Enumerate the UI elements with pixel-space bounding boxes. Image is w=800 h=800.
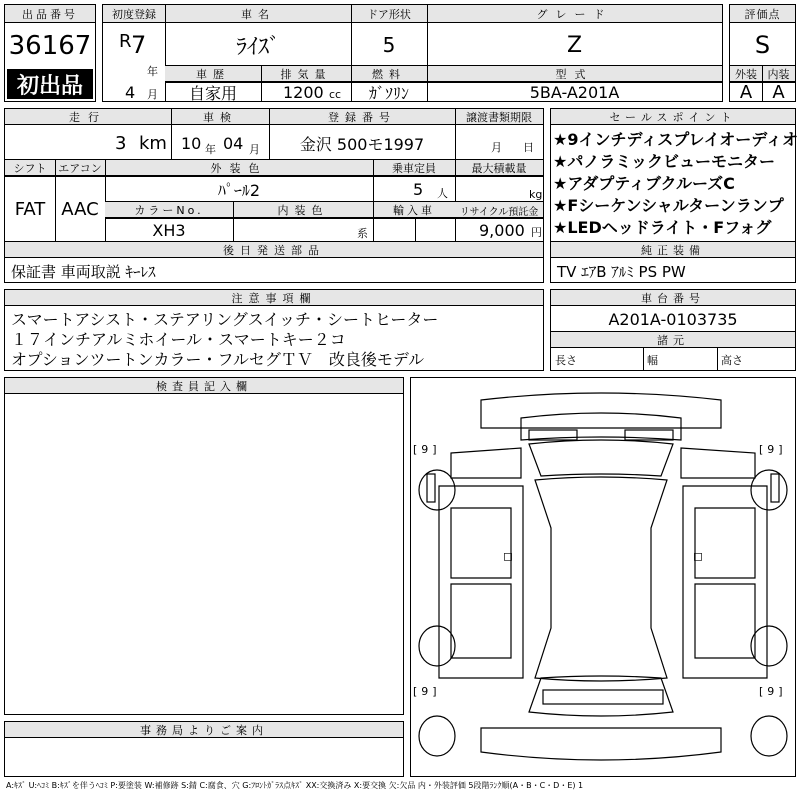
notes-label: 注意事項欄 bbox=[5, 290, 543, 306]
length-label: 長さ bbox=[555, 354, 577, 367]
capacity-unit: 人 bbox=[437, 187, 448, 200]
lot-no-label: 出品番号 bbox=[5, 5, 95, 23]
office-box bbox=[4, 721, 404, 777]
capacity-value: 5 bbox=[413, 179, 424, 199]
tread-fl: [ 9 ] bbox=[413, 442, 437, 456]
tread-fr: [ 9 ] bbox=[759, 442, 783, 456]
detail-box bbox=[4, 108, 544, 283]
insp-year-unit: 年 bbox=[205, 143, 216, 156]
fuel-label: 燃料 bbox=[372, 68, 406, 81]
recycle-label: リサイクル預託金 bbox=[459, 206, 539, 218]
car-name-label: 車名 bbox=[241, 8, 275, 21]
transfer-day: 日 bbox=[523, 141, 534, 154]
chassis-value: A201A-0103735 bbox=[608, 309, 738, 329]
car-outline-icon bbox=[411, 378, 795, 776]
mileage-unit: km bbox=[139, 132, 167, 154]
capacity-label: 乗車定員 bbox=[392, 162, 436, 175]
doors-label: ドア形状 bbox=[367, 8, 411, 21]
mileage-label: 走行 bbox=[69, 111, 107, 124]
year-unit: 年 bbox=[147, 65, 158, 78]
legend-text: A:ｷｽﾞ U:ﾍｺﾐ B:ｷｽﾞを伴うﾍｺﾐ P:要塗装 W:補修跡 S:錆 C:腐食、穴 G:ﾌﾛﾝﾄｶﾞﾗｽ点ｷｽﾞ XX:交換済み X:要交換 欠:欠品 内・外装評価 5段階ﾗﾝｸ順(A・B・C・D・E) 1 bbox=[6, 781, 584, 790]
sales-point-item: ★アダプティブクルーズC bbox=[553, 173, 735, 193]
interior-label: 内装 bbox=[767, 68, 790, 81]
exterior-label: 外装 bbox=[735, 68, 757, 81]
car-name: ﾗｲｽﾞ bbox=[235, 34, 280, 60]
recycle-unit: 円 bbox=[531, 226, 542, 239]
tread-rr: [ 9 ] bbox=[759, 684, 783, 698]
history-value: 自家用 bbox=[188, 83, 237, 103]
score-value: S bbox=[754, 31, 771, 59]
vehicle-info-box bbox=[102, 4, 723, 102]
int-color-label: 内装色 bbox=[277, 204, 329, 217]
shift-label: シフト bbox=[13, 162, 47, 175]
ext-color-label: 外装色 bbox=[210, 162, 268, 175]
specs-label: 諸元 bbox=[551, 332, 795, 348]
transfer-month: 月 bbox=[491, 141, 502, 154]
score-box bbox=[729, 4, 796, 102]
svg-text:◻: ◻ bbox=[503, 549, 513, 563]
tread-rl: [ 9 ] bbox=[413, 684, 437, 698]
color-no-value: XH3 bbox=[152, 220, 186, 240]
equipment-value: TV ｴｱB ｱﾙﾐ PS PW bbox=[557, 262, 686, 281]
chassis-label: 車台番号 bbox=[551, 290, 795, 306]
mileage-value: 3 bbox=[115, 132, 127, 154]
insp-year: 10 bbox=[181, 133, 202, 153]
width-label: 幅 bbox=[647, 354, 658, 367]
car-diagram bbox=[410, 377, 796, 777]
color-no-label: カラーNo. bbox=[134, 204, 204, 217]
ext-color-value: ﾊﾟｰﾙ2 bbox=[217, 180, 261, 200]
reg-no: 金沢 500モ1997 bbox=[299, 134, 425, 154]
max-load-unit: kg bbox=[529, 187, 543, 201]
grade-label: グレード bbox=[536, 8, 613, 21]
sales-point-item: ★Fシーケンシャルターンランプ bbox=[553, 195, 784, 215]
fuel-value: ｶﾞｿﾘﾝ bbox=[368, 83, 409, 103]
office-label: 事務局よりご案内 bbox=[5, 722, 403, 738]
reg-year: 7 bbox=[131, 31, 147, 59]
era-letter: R bbox=[119, 31, 132, 52]
first-listing-badge: 初出品 bbox=[7, 69, 93, 99]
reg-no-label: 登録番号 bbox=[328, 111, 396, 124]
interior-grade: A bbox=[772, 81, 785, 103]
inspection-label: 車検 bbox=[203, 111, 237, 124]
import-label: 輸入車 bbox=[393, 204, 435, 217]
height-label: 高さ bbox=[721, 354, 743, 367]
int-color-unit: 系 bbox=[357, 227, 368, 240]
sales-point-item: ★9インチディスプレイオーディオ bbox=[553, 129, 798, 149]
note-line: オプションツートンカラー・フルセグＴＶ 改良後モデル bbox=[11, 349, 425, 369]
doors-value: 5 bbox=[382, 33, 396, 57]
note-line: スマートアシスト・ステアリングスイッチ・シートヒーター bbox=[11, 309, 439, 329]
displacement-value: 1200 bbox=[283, 82, 324, 102]
ac-value: AAC bbox=[61, 198, 99, 220]
sales-points-label: セールスポイント bbox=[551, 109, 795, 125]
ac-label: エアコン bbox=[58, 162, 102, 175]
later-parts-label: 後日発送部品 bbox=[5, 242, 543, 258]
model-label: 型式 bbox=[555, 68, 594, 81]
later-parts-value: 保証書 車両取説 ｷｰﾚｽ bbox=[11, 262, 156, 281]
recycle-value: 9,000 bbox=[479, 220, 525, 240]
insp-month: 04 bbox=[223, 133, 244, 153]
note-line: １７インチアルミホイール・スマートキー２コ bbox=[11, 329, 346, 349]
sales-points-box bbox=[550, 108, 796, 283]
sales-point-item: ★LEDヘッドライト・Fフォグ bbox=[553, 217, 772, 237]
lot-no: 36167 bbox=[8, 31, 92, 61]
grade-value: Z bbox=[566, 32, 583, 58]
insp-month-unit: 月 bbox=[249, 143, 260, 156]
svg-text:◻: ◻ bbox=[693, 549, 703, 563]
notes-box bbox=[4, 289, 544, 371]
score-label: 評価点 bbox=[730, 5, 795, 23]
inspector-box bbox=[4, 377, 404, 715]
history-label: 車歴 bbox=[196, 68, 230, 81]
exterior-grade: A bbox=[739, 81, 753, 103]
month-unit: 月 bbox=[147, 88, 158, 101]
reg-month: 4 bbox=[125, 82, 136, 102]
max-load-label: 最大積載量 bbox=[471, 162, 527, 175]
transfer-label: 譲渡書類期限 bbox=[466, 111, 532, 124]
first-reg-label: 初度登録 bbox=[112, 8, 156, 21]
model-value: 5BA-A201A bbox=[529, 82, 620, 102]
chassis-box bbox=[550, 289, 796, 371]
displacement-label: 排気量 bbox=[280, 68, 332, 81]
inspector-label: 検査員記入欄 bbox=[5, 378, 403, 394]
sales-point-item: ★パノラミックビューモニター bbox=[553, 151, 776, 171]
shift-value: FAT bbox=[14, 198, 46, 220]
lot-box bbox=[4, 4, 96, 102]
displacement-unit: cc bbox=[329, 87, 342, 101]
equipment-label: 純正装備 bbox=[551, 242, 795, 258]
